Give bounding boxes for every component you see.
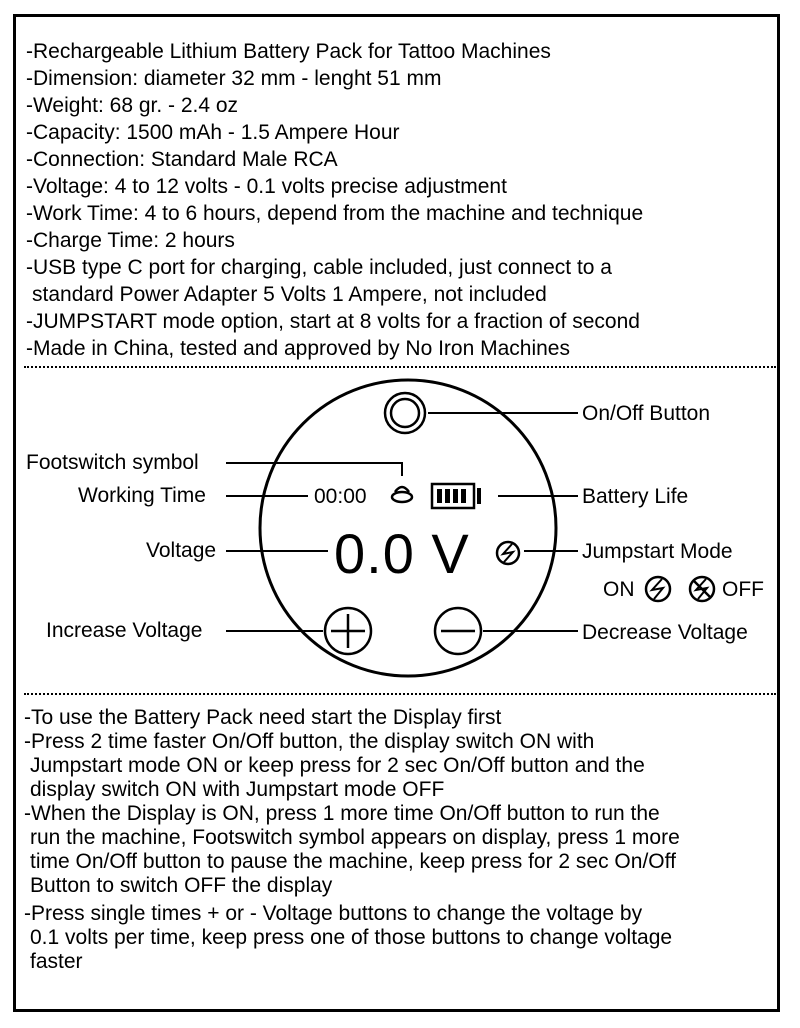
spec-line: -USB type C port for charging, cable included, just connect to a [26, 256, 612, 279]
instruction-line: -Press single times + or - Voltage buttons to change the voltage by [24, 902, 643, 925]
power-button-icon [385, 393, 425, 433]
instruction-line: run the machine, Footswitch symbol appears on display, press 1 more [30, 826, 680, 849]
battery-icon [432, 484, 481, 508]
spec-line: -Work Time: 4 to 6 hours, depend from the machine and technique [26, 202, 644, 225]
plus-button-icon [325, 608, 371, 654]
label-voltage: Voltage [146, 539, 217, 562]
leader-footswitch [226, 463, 402, 476]
spec-line: -Connection: Standard Male RCA [26, 148, 338, 171]
instruction-line: display switch ON with Jumpstart mode OFF [30, 778, 445, 801]
spec-line: -Weight: 68 gr. - 2.4 oz [26, 94, 239, 117]
instruction-line: 0.1 volts per time, keep press one of those buttons to change voltage [30, 926, 673, 949]
label-jumpstart-mode: Jumpstart Mode [582, 540, 733, 563]
label-on-off-button: On/Off Button [582, 402, 711, 425]
label-battery-life: Battery Life [582, 485, 689, 508]
label-decrease-voltage: Decrease Voltage [582, 621, 748, 644]
spec-line: -Dimension: diameter 32 mm - lenght 51 mm [26, 67, 442, 90]
display-time: 00:00 [314, 485, 367, 508]
spec-line: -JUMPSTART mode option, start at 8 volts for a fraction of second [26, 310, 640, 333]
instruction-line: -When the Display is ON, press 1 more time On/Off button to run the [24, 802, 660, 825]
spec-line: standard Power Adapter 5 Volts 1 Ampere, not included [32, 283, 547, 306]
label-jumpstart-on: ON [603, 578, 635, 601]
instruction-line: Button to switch OFF the display [30, 874, 333, 897]
label-increase-voltage: Increase Voltage [46, 619, 203, 642]
instruction-line: faster [30, 950, 83, 973]
label-working-time: Working Time [78, 484, 206, 507]
minus-button-icon [435, 608, 481, 654]
jumpstart-on-icon [646, 577, 670, 601]
spec-line: -Charge Time: 2 hours [26, 229, 235, 252]
instruction-line: -Press 2 time faster On/Off button, the display switch ON with [24, 730, 595, 753]
instruction-line: time On/Off button to pause the machine, keep press for 2 sec On/Off [30, 850, 676, 873]
dotted-divider-bottom [24, 693, 776, 695]
jumpstart-icon [497, 542, 519, 564]
instruction-list [24, 706, 680, 974]
label-footswitch-symbol: Footswitch symbol [26, 451, 199, 474]
spec-line: -Voltage: 4 to 12 volts - 0.1 volts precise adjustment [26, 175, 507, 198]
spec-line: -Rechargeable Lithium Battery Pack for Tattoo Machines [26, 40, 551, 63]
instruction-line: -To use the Battery Pack need start the Display first [24, 706, 502, 729]
spec-line: -Capacity: 1500 mAh - 1.5 Ampere Hour [26, 121, 400, 144]
spec-line: -Made in China, tested and approved by No Iron Machines [26, 337, 570, 360]
footswitch-icon [392, 487, 412, 502]
label-jumpstart-off: OFF [722, 578, 764, 601]
display-voltage: 0.0 V [334, 522, 470, 585]
jumpstart-off-icon [690, 577, 714, 601]
instruction-line: Jumpstart mode ON or keep press for 2 sec On/Off button and the [30, 754, 645, 777]
